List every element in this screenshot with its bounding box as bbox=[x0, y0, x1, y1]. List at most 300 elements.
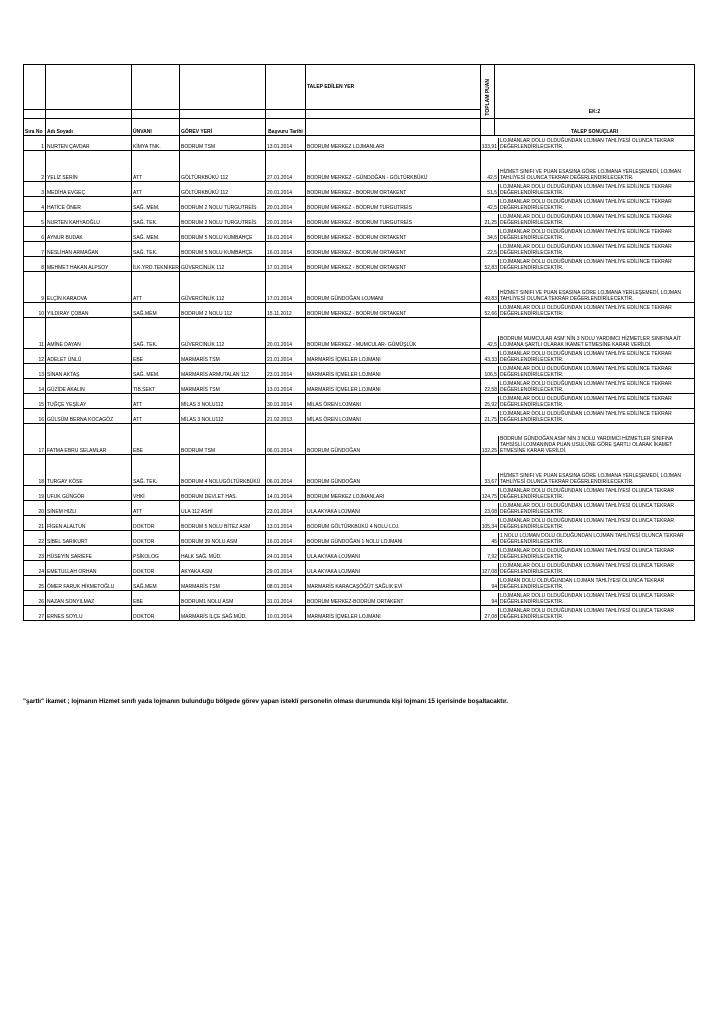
row-score: 42,5 bbox=[487, 205, 497, 211]
row-name: ÖMER FARUK HİKMETOĞLU bbox=[46, 576, 132, 591]
row-number: 24 bbox=[24, 561, 46, 576]
score-result-group bbox=[481, 593, 694, 605]
row-result: LOJMANLAR DOLU OLDUĞUNDAN LOJMAN TAHLİYESİ OLUNCA TEKRAR DEĞERLENDİRİLECEKTİR. bbox=[498, 138, 694, 150]
row-date: 06.01.2014 bbox=[266, 424, 306, 455]
row-number: 8 bbox=[24, 257, 46, 272]
row-place: MARMARİS KARACAŞÖĞÜT SAĞLIK EVİ bbox=[306, 576, 481, 591]
row-duty: ULA 112 ASHİ bbox=[180, 501, 266, 516]
score-result-group bbox=[481, 259, 694, 271]
row-score bbox=[481, 606, 695, 621]
row-score bbox=[481, 394, 695, 409]
row-title: ATT bbox=[132, 272, 180, 303]
row-result: LOJMANLAR DOLU OLDUĞUNDAN LOJMAN TAHLİYESİ OLUNCA TEKRAR DEĞERLENDİRİLECEKTİR. bbox=[498, 593, 694, 605]
row-result: LOJMANLAR DOLU OLDUĞUNDAN LOJMAN TAHLİYE EDİLİNCE TEKRAR DEĞERLENDİRİLECEKTİR. bbox=[498, 351, 694, 363]
row-number: 11 bbox=[24, 318, 46, 349]
row-score bbox=[481, 424, 695, 455]
score-result-group bbox=[481, 518, 694, 530]
row-number: 9 bbox=[24, 272, 46, 303]
row-name: SİBEL SARIKURT bbox=[46, 531, 132, 546]
score-result-group bbox=[481, 503, 694, 515]
row-number: 13 bbox=[24, 364, 46, 379]
table-row bbox=[24, 516, 695, 531]
score-result-group bbox=[481, 563, 694, 575]
row-score: 42,5 bbox=[487, 175, 497, 181]
row-place: MARMARİS İÇMELER LOJMANI bbox=[306, 364, 481, 379]
score-result-group bbox=[481, 578, 694, 590]
score-result-group bbox=[481, 305, 694, 317]
header-sira-no: Sıra No bbox=[24, 119, 46, 136]
row-place: MİLAS ÖREN LOJMANI bbox=[306, 394, 481, 409]
row-title: ATT bbox=[132, 394, 180, 409]
row-score bbox=[481, 318, 695, 349]
row-duty: BODRUM 5 NOLU BİTEZ ASM bbox=[180, 516, 266, 531]
row-title: ATT bbox=[132, 182, 180, 197]
row-name: YILDIRAY ÇOBAN bbox=[46, 303, 132, 318]
row-result: LOJMANLAR DOLU OLDUĞUNDAN LOJMAN TAHLİYE EDİLİNCE TEKRAR DEĞERLENDİRİLECEKTİR. bbox=[498, 366, 694, 378]
row-title: SAĞ. MEM. bbox=[132, 197, 180, 212]
score-result-group bbox=[481, 199, 694, 211]
row-score: 127,08 bbox=[481, 569, 497, 575]
row-title: ATT bbox=[132, 151, 180, 182]
row-place: BODRUM MERKEZ - BODRUM ORTAKENT bbox=[306, 227, 481, 242]
row-number: 16 bbox=[24, 409, 46, 424]
row-duty: AKYAKA ASM bbox=[180, 561, 266, 576]
row-score: 52,66 bbox=[484, 311, 497, 317]
row-place: BODRUM MERKEZ - MUMCULAR- GÜMÜŞLÜK bbox=[306, 318, 481, 349]
row-place: BODRUM GÜNDOĞAN bbox=[306, 455, 481, 486]
table-row bbox=[24, 576, 695, 591]
row-date: 17.01.2014 bbox=[266, 257, 306, 272]
score-result-group bbox=[481, 169, 694, 181]
header-blank-cell bbox=[132, 110, 180, 119]
score-result-group bbox=[481, 381, 694, 393]
row-score bbox=[481, 409, 695, 424]
row-score bbox=[481, 576, 695, 591]
row-name: HATİCE ÖNER bbox=[46, 197, 132, 212]
header-blank-cell bbox=[24, 110, 46, 119]
row-date: 20.01.2014 bbox=[266, 197, 306, 212]
row-name: ELÇİN KARAOVA bbox=[46, 272, 132, 303]
row-name: FATMA EBRU SELAMLAR bbox=[46, 424, 132, 455]
table-row bbox=[24, 501, 695, 516]
row-title: DOKTOR bbox=[132, 531, 180, 546]
row-place: MARMARİS İÇMELER LOJMANI bbox=[306, 379, 481, 394]
row-duty: BODRUM 2 NOLU TURGUTREİS bbox=[180, 212, 266, 227]
table-row bbox=[24, 303, 695, 318]
header-blank-cell bbox=[180, 65, 266, 110]
row-result: LOJMANLAR DOLU OLDUĞUNDAN LOJMAN TAHLİYESİ OLUNCA TEKRAR DEĞERLENDİRİLECEKTİR. bbox=[498, 518, 694, 530]
row-duty: BODRUM TSM bbox=[180, 136, 266, 151]
row-number: 25 bbox=[24, 576, 46, 591]
row-duty: BODRUM1 NOLU ASM bbox=[180, 591, 266, 606]
score-result-group bbox=[481, 473, 694, 485]
row-title: SAĞ. TEK. bbox=[132, 455, 180, 486]
row-result: LOJMANLAR DOLU OLDUĞUNDAN LOJMAN TAHLİYESİ OLUNCA TEKRAR DEĞERLENDİRİLECEKTİR. bbox=[498, 608, 694, 620]
row-result: LOJMANLAR DOLU OLDUĞUNDAN LOJMAN TAHLİYESİ OLUNCA TEKRAR DEĞERLENDİRİLECEKTİR. bbox=[498, 548, 694, 560]
footnote: "şartlı" ikamet ; lojmanın Hizmet sınıfı yada lojmanın bulunduğu bölgede görev yapan istekli personelin olması durumunda kişi lojmanı 15 içerisinde boşaltacaktır. bbox=[23, 698, 509, 705]
row-result: LOJMANLAR DOLU OLDUĞUNDAN LOJMAN TAHLİYE EDİLİNCE TEKRAR DEĞERLENDİRİLECEKTİR. bbox=[498, 229, 694, 241]
row-score: 22,5 bbox=[487, 250, 497, 256]
row-name: ADELET ÜNLÜ bbox=[46, 349, 132, 364]
row-name: EMETULLAH ORHAN bbox=[46, 561, 132, 576]
row-date: 30.01.2014 bbox=[266, 394, 306, 409]
row-score: 133,91 bbox=[481, 144, 497, 150]
row-number: 2 bbox=[24, 151, 46, 182]
row-name: AMİNE DAYAN bbox=[46, 318, 132, 349]
table-row bbox=[24, 182, 695, 197]
row-score bbox=[481, 455, 695, 486]
row-name: TUĞÇE YEŞİLAY bbox=[46, 394, 132, 409]
row-date: 06.01.2014 bbox=[266, 455, 306, 486]
row-title: EBE bbox=[132, 424, 180, 455]
row-name: FİGEN ALALTUN bbox=[46, 516, 132, 531]
row-name: TURGAY KÖSE bbox=[46, 455, 132, 486]
row-title: TIB.SEKT bbox=[132, 379, 180, 394]
row-title: DOKTOR bbox=[132, 516, 180, 531]
row-duty: MARMARİS İLÇE SAĞ.MÜD. bbox=[180, 606, 266, 621]
row-score: 33,67 bbox=[484, 479, 497, 485]
row-place: MARMARİS İÇMELER LOJMANI bbox=[306, 606, 481, 621]
row-score bbox=[481, 227, 695, 242]
row-result: LOJMANLAR DOLU OLDUĞUNDAN LOJMAN TAHLİYE EDİLİNCE TEKRAR DEĞERLENDİRİLECEKTİR. bbox=[498, 244, 694, 256]
row-place: ULA AKYAKA LOJMANI bbox=[306, 546, 481, 561]
row-place: BODRUM MERKEZ LOJMANLARI bbox=[306, 486, 481, 501]
row-score: 94 bbox=[491, 599, 497, 605]
row-duty: BODRUM DEVLET HAS. bbox=[180, 486, 266, 501]
row-place: MİLAS ÖREN LOJMANI bbox=[306, 409, 481, 424]
row-score bbox=[481, 591, 695, 606]
row-score bbox=[481, 303, 695, 318]
row-result: LOJMAN DOLU OLDUĞUNDAN LOJMAN TAHLİYESİ OLUNCA TEKRAR DEĞERLENDİRİLECEKTİR. bbox=[498, 578, 694, 590]
header-blank-cell bbox=[46, 110, 132, 119]
table-row bbox=[24, 257, 695, 272]
row-score: 23,08 bbox=[484, 509, 497, 515]
row-result: HİZMET SINIFI VE PUAN ESASINA GÖRE LOJMANA YERLEŞEMEDİ, LOJMAN TAHLİYESİ OLUNCA TEKRAR DEĞERLENDİRİLECEKTİR. bbox=[498, 290, 694, 302]
row-number: 12 bbox=[24, 349, 46, 364]
row-date: 20.01.2014 bbox=[266, 318, 306, 349]
row-score: 132,25 bbox=[481, 448, 497, 454]
row-duty: BODRUM 5 NOLU KUMBAHÇE bbox=[180, 242, 266, 257]
row-duty: GÜVERCİNLİK 112 bbox=[180, 272, 266, 303]
score-result-group bbox=[481, 366, 694, 378]
table-row bbox=[24, 409, 695, 424]
row-number: 1 bbox=[24, 136, 46, 151]
row-name: UFUK GÜNGÖR bbox=[46, 486, 132, 501]
row-number: 21 bbox=[24, 516, 46, 531]
row-title: VHKİ bbox=[132, 486, 180, 501]
row-duty: BODRUM TSM bbox=[180, 424, 266, 455]
row-result: LOJMANLAR DOLU OLDUĞUNDAN LOJMAN TAHLİYE EDİLİNCE TEKRAR DEĞERLENDİRİLECEKTİR. bbox=[498, 396, 694, 408]
row-score: 52,83 bbox=[484, 265, 497, 271]
row-place: BODRUM GÜNDOĞAN 1 NOLU LOJMANI bbox=[306, 531, 481, 546]
row-result: BODRUM GÜNDOĞAN ASM' NİN 3 NOLU YARDIMCI HİZMETLER SINIFINA TAHSİSLİ LOJMANINDA PUAN USULÜNE GÖRE ŞARTLI OLARAK İKAMET ETMESİNE KARAR VERİLDİ. bbox=[498, 436, 694, 454]
row-score: 105,34 bbox=[481, 524, 497, 530]
housing-request-table bbox=[23, 64, 695, 621]
row-score: 21,75 bbox=[484, 417, 497, 423]
score-result-group bbox=[481, 533, 694, 545]
table-row bbox=[24, 379, 695, 394]
row-place: BODRUM MERKEZ LOJMANLARI bbox=[306, 136, 481, 151]
row-number: 27 bbox=[24, 606, 46, 621]
row-number: 5 bbox=[24, 212, 46, 227]
row-name: NURTEN KAHYAOĞLU bbox=[46, 212, 132, 227]
header-unvani: ÜNVANI bbox=[132, 119, 180, 136]
row-score bbox=[481, 257, 695, 272]
row-duty: BODRUM 5 NOLU KUMBAHÇE bbox=[180, 227, 266, 242]
row-place: BODRUM MERKEZ - BODRUM TURGUTREİS bbox=[306, 212, 481, 227]
row-date: 13.01.2014 bbox=[266, 516, 306, 531]
table-row bbox=[24, 197, 695, 212]
row-score bbox=[481, 182, 695, 197]
score-result-group bbox=[481, 138, 694, 150]
score-result-group bbox=[481, 608, 694, 620]
row-place: BODRUM MERKEZ - BODRUM ORTAKENT bbox=[306, 242, 481, 257]
row-score bbox=[481, 364, 695, 379]
row-result: HİZMET SINIFI VE PUAN ESASINA GÖRE LOJMANA YERLEŞEMEDİ, LOJMAN TAHLİYESİ OLUNCA TEKRAR DEĞERLENDİRİLECEKTİR. bbox=[498, 473, 694, 485]
row-duty: GÜVERCİNLİK 112 bbox=[180, 318, 266, 349]
row-place: ULA AKYAKA LOJMANI bbox=[306, 501, 481, 516]
row-score bbox=[481, 516, 695, 531]
row-score bbox=[481, 242, 695, 257]
table-row bbox=[24, 136, 695, 151]
row-name: ERNES SOYLU bbox=[46, 606, 132, 621]
row-place: MARMARİS İÇMELER LOJMANI bbox=[306, 349, 481, 364]
row-score: 22,58 bbox=[484, 387, 497, 393]
header-blank-cell bbox=[306, 119, 481, 136]
row-duty: HALK SAĞ. MÜD. bbox=[180, 546, 266, 561]
score-result-group bbox=[481, 396, 694, 408]
row-duty: BODRUM 2 NOLU 112 bbox=[180, 303, 266, 318]
row-score bbox=[481, 531, 695, 546]
header-blank-cell bbox=[306, 110, 481, 119]
row-place: BODRUM MERKEZ - BODRUM ORTAKENT bbox=[306, 303, 481, 318]
row-date: 16.01.2014 bbox=[266, 242, 306, 257]
header-blank-cell bbox=[180, 110, 266, 119]
row-date: 21.01.2014 bbox=[266, 349, 306, 364]
row-score: 45 bbox=[491, 539, 497, 545]
header-blank-cell bbox=[266, 65, 306, 110]
row-score bbox=[481, 349, 695, 364]
row-result: LOJMANLAR DOLU OLDUĞUNDAN LOJMAN TAHLİYESİ OLUNCA TEKRAR DEĞERLENDİRİLECEKTİR. bbox=[498, 563, 694, 575]
row-title: DOKTOR bbox=[132, 561, 180, 576]
row-title: DOKTOR bbox=[132, 606, 180, 621]
row-score: 27,08 bbox=[484, 614, 497, 620]
table-row bbox=[24, 318, 695, 349]
row-date: 16.01.2014 bbox=[266, 531, 306, 546]
row-title: KİMYA TNK. bbox=[132, 136, 180, 151]
row-name: MEDİHA EVGEÇ bbox=[46, 182, 132, 197]
row-title: SAĞ.MEM bbox=[132, 576, 180, 591]
row-number: 17 bbox=[24, 424, 46, 455]
table-row bbox=[24, 455, 695, 486]
table-row bbox=[24, 394, 695, 409]
row-place: BODRUM MERKEZ-BODRUM ORTAKENT bbox=[306, 591, 481, 606]
row-duty: MARMARİS TSM bbox=[180, 576, 266, 591]
row-result: LOJMANLAR DOLU OLDUĞUNDAN LOJMAN TAHLİYE EDİLİNCE TEKRAR DEĞERLENDİRİLECEKTİR. bbox=[498, 214, 694, 226]
row-result: LOJMANLAR DOLU OLDUĞUNDAN LOJMAN TAHLİYE EDİLİNCE TEKRAR DEĞERLENDİRİLECEKTİR. bbox=[498, 199, 694, 211]
row-number: 7 bbox=[24, 242, 46, 257]
row-duty: MİLAS 3 NOLU112 bbox=[180, 409, 266, 424]
row-number: 15 bbox=[24, 394, 46, 409]
row-score: 21,25 bbox=[484, 220, 497, 226]
row-place: BODRUM MERKEZ - BODRUM ORTAKENT bbox=[306, 182, 481, 197]
row-result: LOJMANLAR DOLU OLDUĞUNDAN LOJMAN TAHLİYE EDİLİNCE TEKRAR DEĞERLENDİRİLECEKTİR. bbox=[498, 184, 694, 196]
row-place: BODRUM MERKEZ - BODRUM TURGUTREİS bbox=[306, 197, 481, 212]
table-row bbox=[24, 242, 695, 257]
row-score: 34,5 bbox=[487, 235, 497, 241]
row-name: NURTEN ÇAVDAR bbox=[46, 136, 132, 151]
table-row bbox=[24, 546, 695, 561]
row-date: 23.01.2014 bbox=[266, 501, 306, 516]
row-title: EBE bbox=[132, 349, 180, 364]
row-duty: BODRUM 39 NOLU ASM bbox=[180, 531, 266, 546]
header-toplam-puan-text: TOPLAM PUAN bbox=[484, 79, 491, 116]
row-result: 1 NOLU LOJMAN DOLU OLDUĞUNDAN LOJMAN TAHLİYESİ OLUNCA TEKRAR DEĞERLENDİRİLECEKTİR. bbox=[498, 533, 694, 545]
row-duty: MARMARİS TSM bbox=[180, 349, 266, 364]
row-number: 23 bbox=[24, 546, 46, 561]
table-row bbox=[24, 424, 695, 455]
header-adi-soyadi: Adı Soyadı bbox=[46, 119, 132, 136]
row-duty: GÖLTÜRKBÜKÜ 112 bbox=[180, 182, 266, 197]
header-blank-cell bbox=[24, 65, 46, 110]
header-gorev-yeri: GÖREV YERİ bbox=[180, 119, 266, 136]
row-title: İLK.YRD.TEKNİKER bbox=[132, 257, 180, 272]
table-row bbox=[24, 212, 695, 227]
row-date: 31.01.2014 bbox=[266, 591, 306, 606]
row-duty: BODRUM 2 NOLU TURGUTREİS bbox=[180, 197, 266, 212]
row-place: BODRUM GÖLTÜRKBÜKÜ 4 NOLU LOJ. bbox=[306, 516, 481, 531]
row-date: 27.01.2014 bbox=[266, 151, 306, 182]
row-date: 20.01.2014 bbox=[266, 212, 306, 227]
score-result-group bbox=[481, 244, 694, 256]
score-result-group bbox=[481, 411, 694, 423]
row-result: LOJMANLAR DOLU OLDUĞUNDAN LOJMAN TAHLİYESİ OLUNCA TEKRAR DEĞERLENDİRİLECEKTİR. bbox=[498, 503, 694, 515]
row-number: 14 bbox=[24, 379, 46, 394]
row-date: 29.01.2014 bbox=[266, 561, 306, 576]
row-number: 20 bbox=[24, 501, 46, 516]
row-number: 10 bbox=[24, 303, 46, 318]
row-number: 26 bbox=[24, 591, 46, 606]
row-title: SAĞ. TEK. bbox=[132, 318, 180, 349]
header-blank-cell bbox=[46, 65, 132, 110]
row-name: NESLİHAN ARMAĞAN bbox=[46, 242, 132, 257]
row-name: MEHMET HAKAN ALPSOY bbox=[46, 257, 132, 272]
row-date: 24.01.2014 bbox=[266, 546, 306, 561]
row-date: 16.01.2014 bbox=[266, 227, 306, 242]
row-name: NAZAN SONYILMAZ bbox=[46, 591, 132, 606]
row-title: SAĞ. TEK. bbox=[132, 242, 180, 257]
row-score bbox=[481, 151, 695, 182]
row-name: HÜSEYİN SARIEFE bbox=[46, 546, 132, 561]
table-row bbox=[24, 364, 695, 379]
row-number: 4 bbox=[24, 197, 46, 212]
row-score bbox=[481, 546, 695, 561]
row-duty: MARMARİS ARMUTALAN 112 bbox=[180, 364, 266, 379]
row-name: GÜZİDE AKALIN bbox=[46, 379, 132, 394]
row-score: 106,5 bbox=[484, 372, 497, 378]
row-place: BODRUM MERKEZ - GÜNDOĞAN - GÖLTÜRKBÜKÜ bbox=[306, 151, 481, 182]
row-place: BODRUM GÜNDOĞAN LOJMANI bbox=[306, 272, 481, 303]
row-date: 21.02.2013 bbox=[266, 409, 306, 424]
row-name: GÜLSÜM BERNA KOCAGÖZ bbox=[46, 409, 132, 424]
row-date: 13.01.2014 bbox=[266, 136, 306, 151]
row-score bbox=[481, 197, 695, 212]
row-number: 19 bbox=[24, 486, 46, 501]
row-title: SAĞ.MEM bbox=[132, 303, 180, 318]
row-date: 17.01.2014 bbox=[266, 272, 306, 303]
row-result: LOJMANLAR DOLU OLDUĞUNDAN LOJMAN TAHLİYE EDİLİNCE TEKRAR DEĞERLENDİRİLECEKTİR. bbox=[498, 411, 694, 423]
row-place: ULA AKYAKA LOJMANI bbox=[306, 561, 481, 576]
row-duty: GÖLTÜRKBÜKÜ 112 bbox=[180, 151, 266, 182]
score-result-group bbox=[481, 290, 694, 302]
header-blank-cell bbox=[266, 110, 306, 119]
table-row bbox=[24, 606, 695, 621]
row-title: PSİKOLOG bbox=[132, 546, 180, 561]
row-title: EBE bbox=[132, 591, 180, 606]
row-number: 22 bbox=[24, 531, 46, 546]
table-row bbox=[24, 531, 695, 546]
row-score: 42,5 bbox=[487, 342, 497, 348]
row-title: ATT bbox=[132, 501, 180, 516]
row-title: ATT bbox=[132, 409, 180, 424]
row-name: YELİZ SERİN bbox=[46, 151, 132, 182]
row-title: SAĞ. MEM. bbox=[132, 227, 180, 242]
row-duty: MARMARİS TSM bbox=[180, 379, 266, 394]
row-place: BODRUM MERKEZ - BODRUM ORTAKENT bbox=[306, 257, 481, 272]
header-row-top bbox=[24, 65, 695, 110]
header-toplam-puan bbox=[481, 65, 495, 119]
row-score bbox=[481, 501, 695, 516]
table-row bbox=[24, 151, 695, 182]
row-score bbox=[481, 212, 695, 227]
row-score: 7,92 bbox=[487, 554, 497, 560]
row-result: LOJMANLAR DOLU OLDUĞUNDAN LOJMAN TAHLİYE EDİLİNCE TEKRAR DEĞERLENDİRİLECEKTİR. bbox=[498, 305, 694, 317]
row-date: 14.01.2014 bbox=[266, 486, 306, 501]
row-name: AYNUR BUDAK bbox=[46, 227, 132, 242]
header-talep-edilen-yer: TALEP EDİLEN YER bbox=[306, 65, 481, 110]
row-score: 51,5 bbox=[487, 190, 497, 196]
table-row bbox=[24, 561, 695, 576]
row-date: 10.01.2014 bbox=[266, 606, 306, 621]
row-score: 94 bbox=[491, 584, 497, 590]
score-result-group bbox=[481, 351, 694, 363]
header-blank-cell bbox=[132, 65, 180, 110]
row-result: BODRUM MUMCULAR ASM' NİN 3 NOLU YARDIMCI HİZMETLER SINIFINA AİT LOJMANA ŞARTLI OLARAK İKAMET ETMESİNE KARAR VERİLDİ. bbox=[498, 336, 694, 348]
row-date: 13.01.2014 bbox=[266, 379, 306, 394]
score-result-group bbox=[481, 436, 694, 454]
row-score: 49,83 bbox=[484, 296, 497, 302]
table-row bbox=[24, 591, 695, 606]
table-row bbox=[24, 349, 695, 364]
score-result-group bbox=[481, 184, 694, 196]
row-score bbox=[481, 379, 695, 394]
score-result-group bbox=[481, 488, 694, 500]
row-date: 08.01.2014 bbox=[266, 576, 306, 591]
row-place: BODRUM GÜNDOĞAN bbox=[306, 424, 481, 455]
row-score: 124,75 bbox=[481, 494, 497, 500]
row-number: 18 bbox=[24, 455, 46, 486]
table-row bbox=[24, 272, 695, 303]
row-score bbox=[481, 136, 695, 151]
row-result: LOJMANLAR DOLU OLDUĞUNDAN LOJMAN TAHLİYESİ OLUNCA TEKRAR DEĞERLENDİRİLECEKTİR. bbox=[498, 488, 694, 500]
row-date: 20.01.2014 bbox=[266, 182, 306, 197]
row-score: 43,33 bbox=[484, 357, 497, 363]
row-result: HİZMET SINIFI VE PUAN ESASINA GÖRE LOJMANA YERLEŞEMEDİ, LOJMAN TAHLİYESİ OLUNCA TEKRAR DEĞERLENDİRİLECEKTİR. bbox=[498, 169, 694, 181]
header-basvuru-tarihi: Başvuru Tarihi bbox=[266, 119, 306, 136]
score-result-group bbox=[481, 548, 694, 560]
score-result-group bbox=[481, 229, 694, 241]
row-title: SAĞ. MEM. bbox=[132, 364, 180, 379]
